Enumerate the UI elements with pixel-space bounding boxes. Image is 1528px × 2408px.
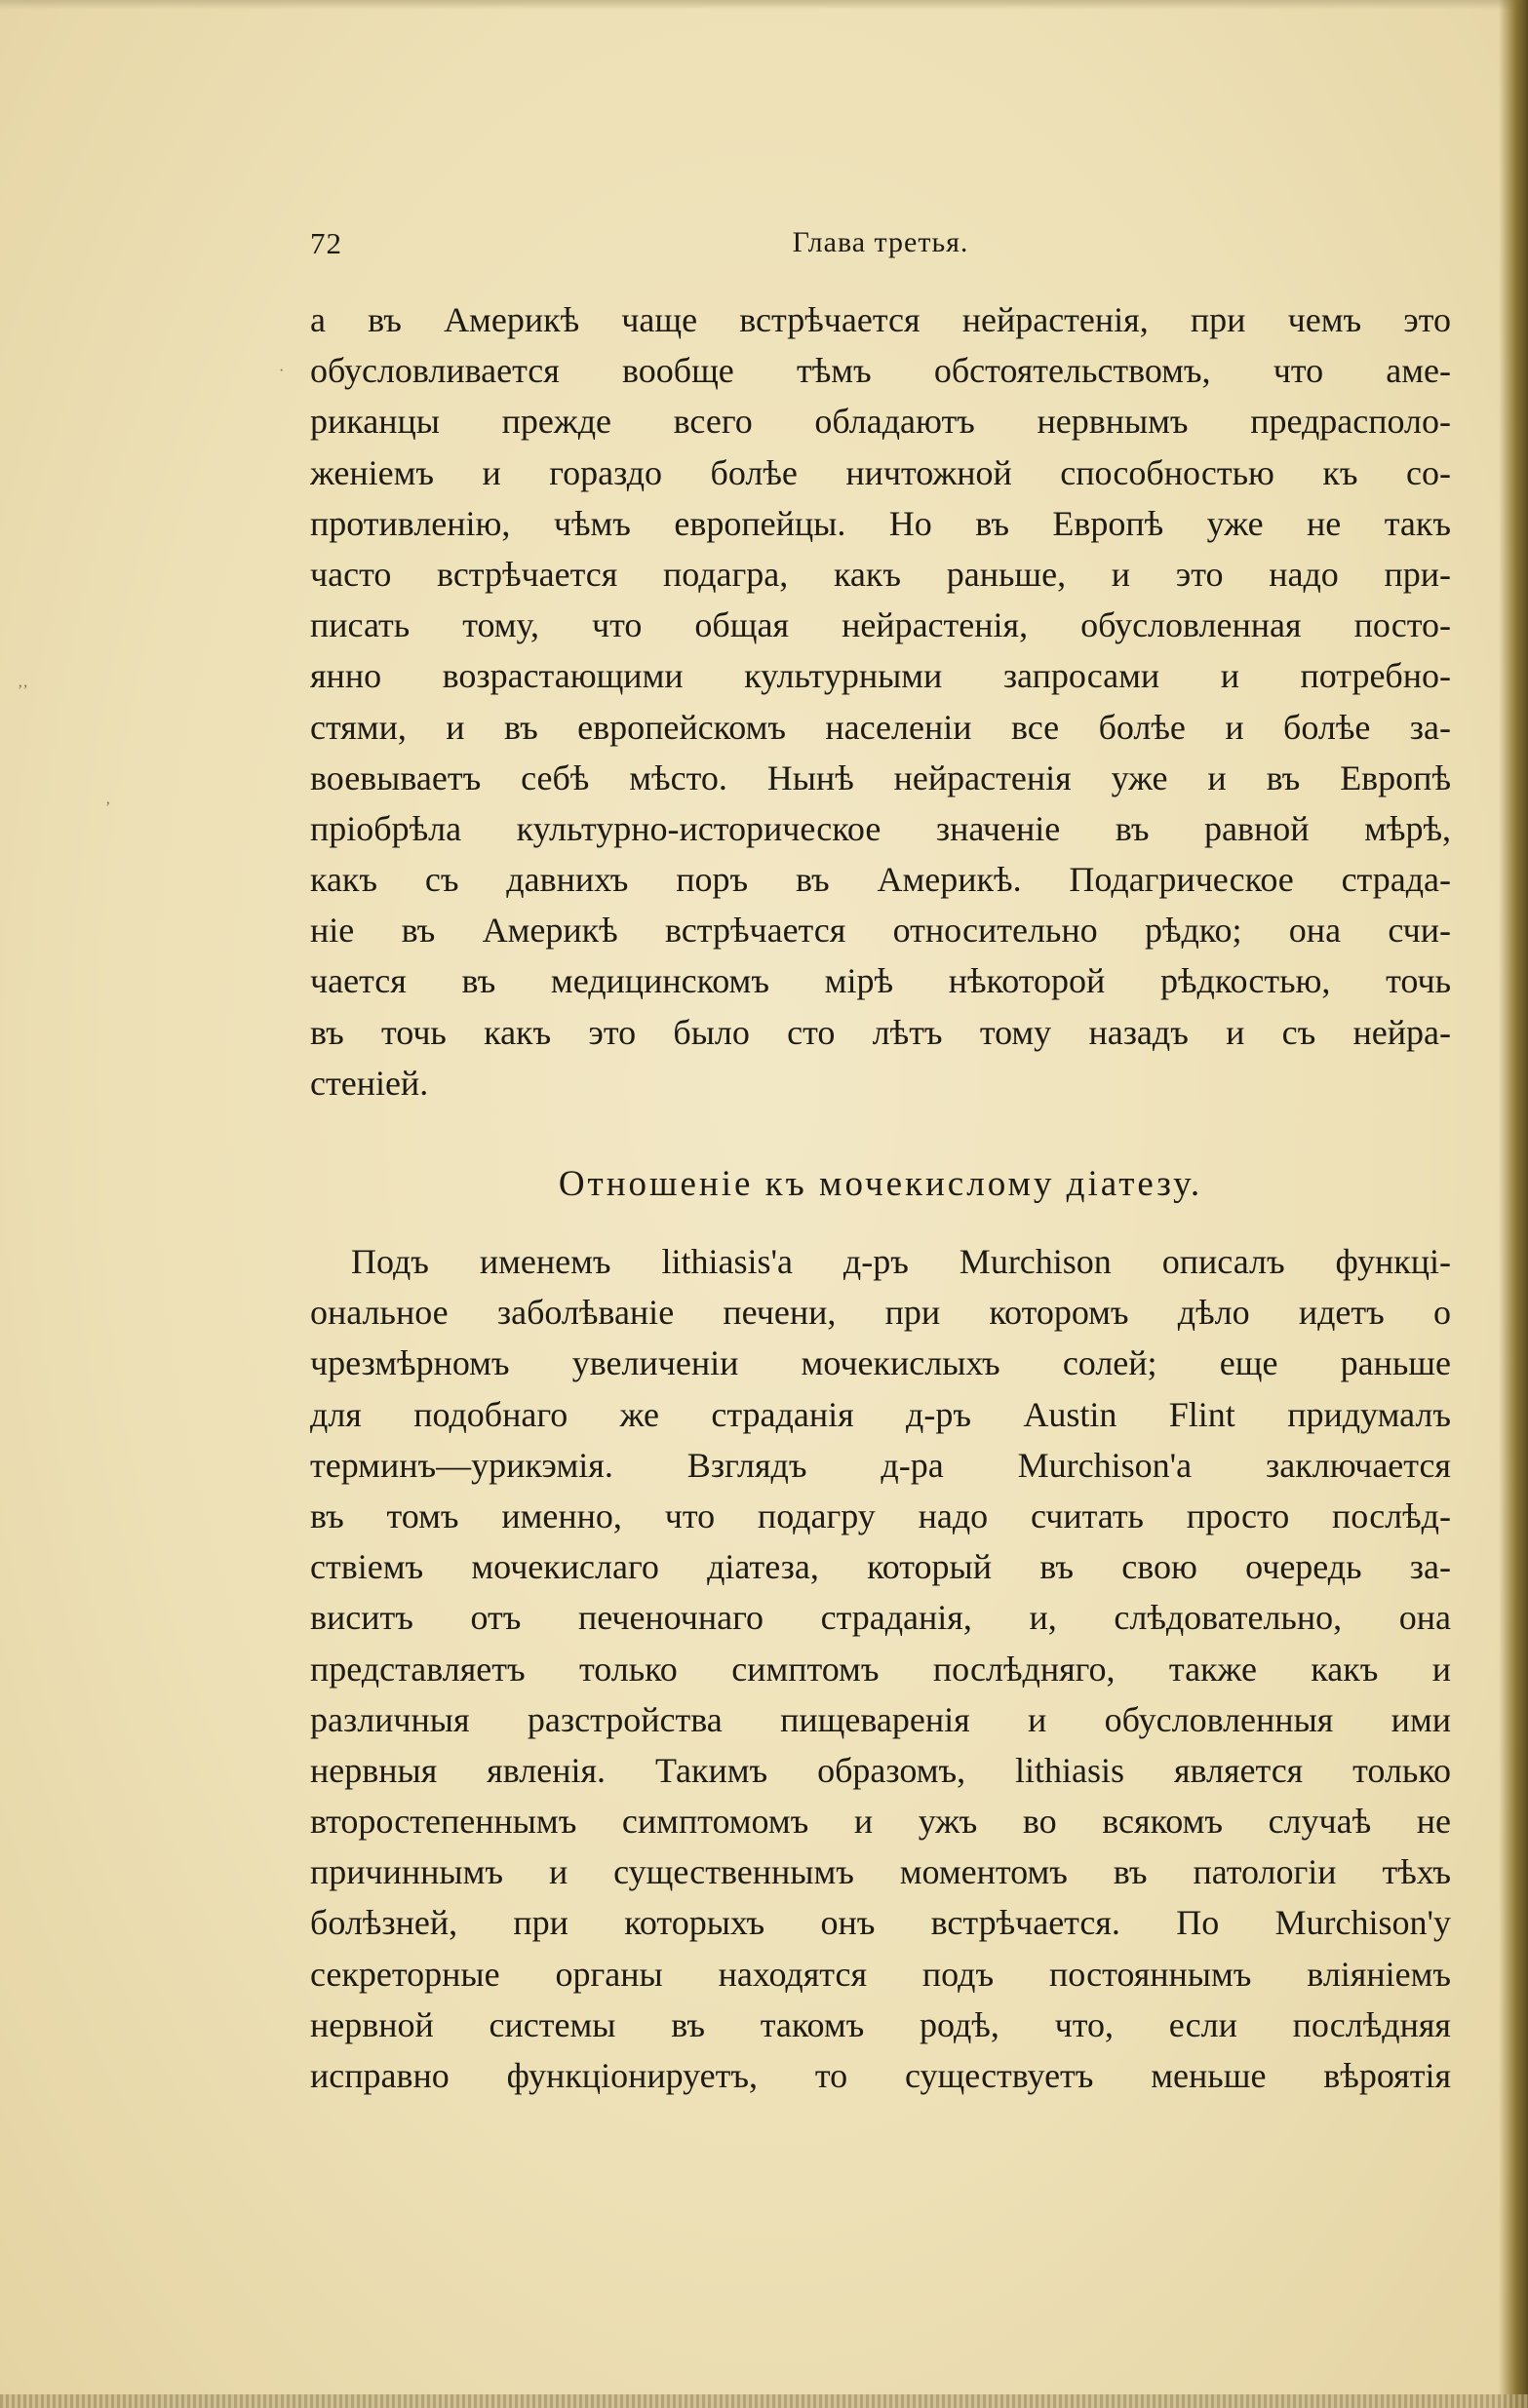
text-line: Подъ именемъ lithiasis'а д-ръ Murchison описалъ функці- xyxy=(351,1242,1451,1281)
text-line: янно возрастающими культурными запросами и потребно- xyxy=(310,656,1451,696)
text-line: представляетъ только симптомъ послѣдняго, также какъ и xyxy=(310,1649,1451,1689)
text-line: чается въ медицинскомъ мірѣ нѣкоторой рѣдкостью, точь xyxy=(310,961,1451,1001)
text-line: а въ Америкѣ чаще встрѣчается нейрастенія, при чемъ это xyxy=(310,300,1451,339)
text-line: стеніей. xyxy=(310,1063,429,1103)
text-line: въ томъ именно, что подагру надо считать просто послѣд- xyxy=(310,1495,1451,1535)
text-line: обусловливается вообще тѣмъ обстоятельствомъ, что аме- xyxy=(310,351,1451,391)
text-line: въ точь какъ это было сто лѣтъ тому назадъ и съ нейра- xyxy=(310,1012,1451,1052)
text-line: часто встрѣчается подагра, какъ раньше, и это надо при- xyxy=(310,554,1451,594)
paragraph-continued xyxy=(310,294,1451,1108)
margin-speck: ʼ xyxy=(105,799,111,816)
text-line: женіемъ и гораздо болѣе ничтожной способностью къ со- xyxy=(310,452,1451,492)
paragraph-murchison xyxy=(310,1236,1451,2101)
text-line: виситъ отъ печеночнаго страданія, и, слѣдовательно, она xyxy=(310,1598,1451,1638)
text-line: ствіемъ мочекислаго діатеза, который въ свою очередь за- xyxy=(310,1547,1451,1587)
page-bottom-edge xyxy=(0,2394,1528,2408)
text-line: противленію, чѣмъ европейцы. Но въ Европѣ уже не такъ xyxy=(310,503,1451,543)
section-heading: Отношеніе къ мочекислому діатезу. xyxy=(558,1164,1203,1204)
text-line: для подобнаго же страданія д-ръ Austin Flint придумалъ xyxy=(310,1394,1451,1434)
text-line: нервной системы въ такомъ родѣ, что, если послѣдняя xyxy=(310,2004,1451,2044)
text-line: чрезмѣрномъ увеличеніи мочекислыхъ солей; еще раньше xyxy=(310,1343,1451,1383)
margin-speck: ʼʼ xyxy=(18,682,28,699)
text-line: терминъ—урикэмія. Взглядъ д-ра Murchison'а заключается xyxy=(310,1445,1451,1485)
text-line: секреторные органы находятся подъ постояннымъ вліяніемъ xyxy=(310,1954,1451,1994)
page-header xyxy=(310,226,1451,265)
text-line: болѣзней, при которыхъ онъ встрѣчается. По Murchison'у xyxy=(310,1903,1451,1943)
running-head: Глава третья. xyxy=(792,226,969,258)
text-line: причиннымъ и существеннымъ моментомъ въ патологіи тѣхъ xyxy=(310,1852,1451,1892)
text-line: стями, и въ европейскомъ населеніи все болѣе и болѣе за- xyxy=(310,707,1451,747)
text-line: нервныя явленія. Такимъ образомъ, lithiasis является только xyxy=(310,1750,1451,1790)
margin-dot: · xyxy=(279,363,285,379)
page-binding-edge xyxy=(1499,0,1528,2408)
text-line: пріобрѣла культурно-историческое значеніе въ равной мѣрѣ, xyxy=(310,808,1451,848)
text-line: исправно функціонируетъ, то существуетъ меньше вѣроятія xyxy=(310,2056,1451,2095)
text-line: писать тому, что общая нейрастенія, обусловленная посто- xyxy=(310,605,1451,645)
text-line: риканцы прежде всего обладаютъ нервнымъ предрасполо- xyxy=(310,402,1451,442)
text-line: второстепеннымъ симптомомъ и ужъ во всякомъ случаѣ не xyxy=(310,1802,1451,1842)
text-line: ніе въ Америкѣ встрѣчается относительно рѣдко; она счи- xyxy=(310,911,1451,951)
text-line: ональное заболѣваніе печени, при которомъ дѣло идетъ о xyxy=(310,1293,1451,1333)
text-line: различныя разстройства пищеваренія и обусловленныя ими xyxy=(310,1699,1451,1739)
page-number: 72 xyxy=(310,226,342,260)
text-line: какъ съ давнихъ поръ въ Америкѣ. Подагрическое страда- xyxy=(310,860,1451,900)
page-top-edge xyxy=(0,0,1528,10)
text-line: воевываетъ себѣ мѣсто. Нынѣ нейрастенія уже и въ Европѣ xyxy=(310,757,1451,797)
